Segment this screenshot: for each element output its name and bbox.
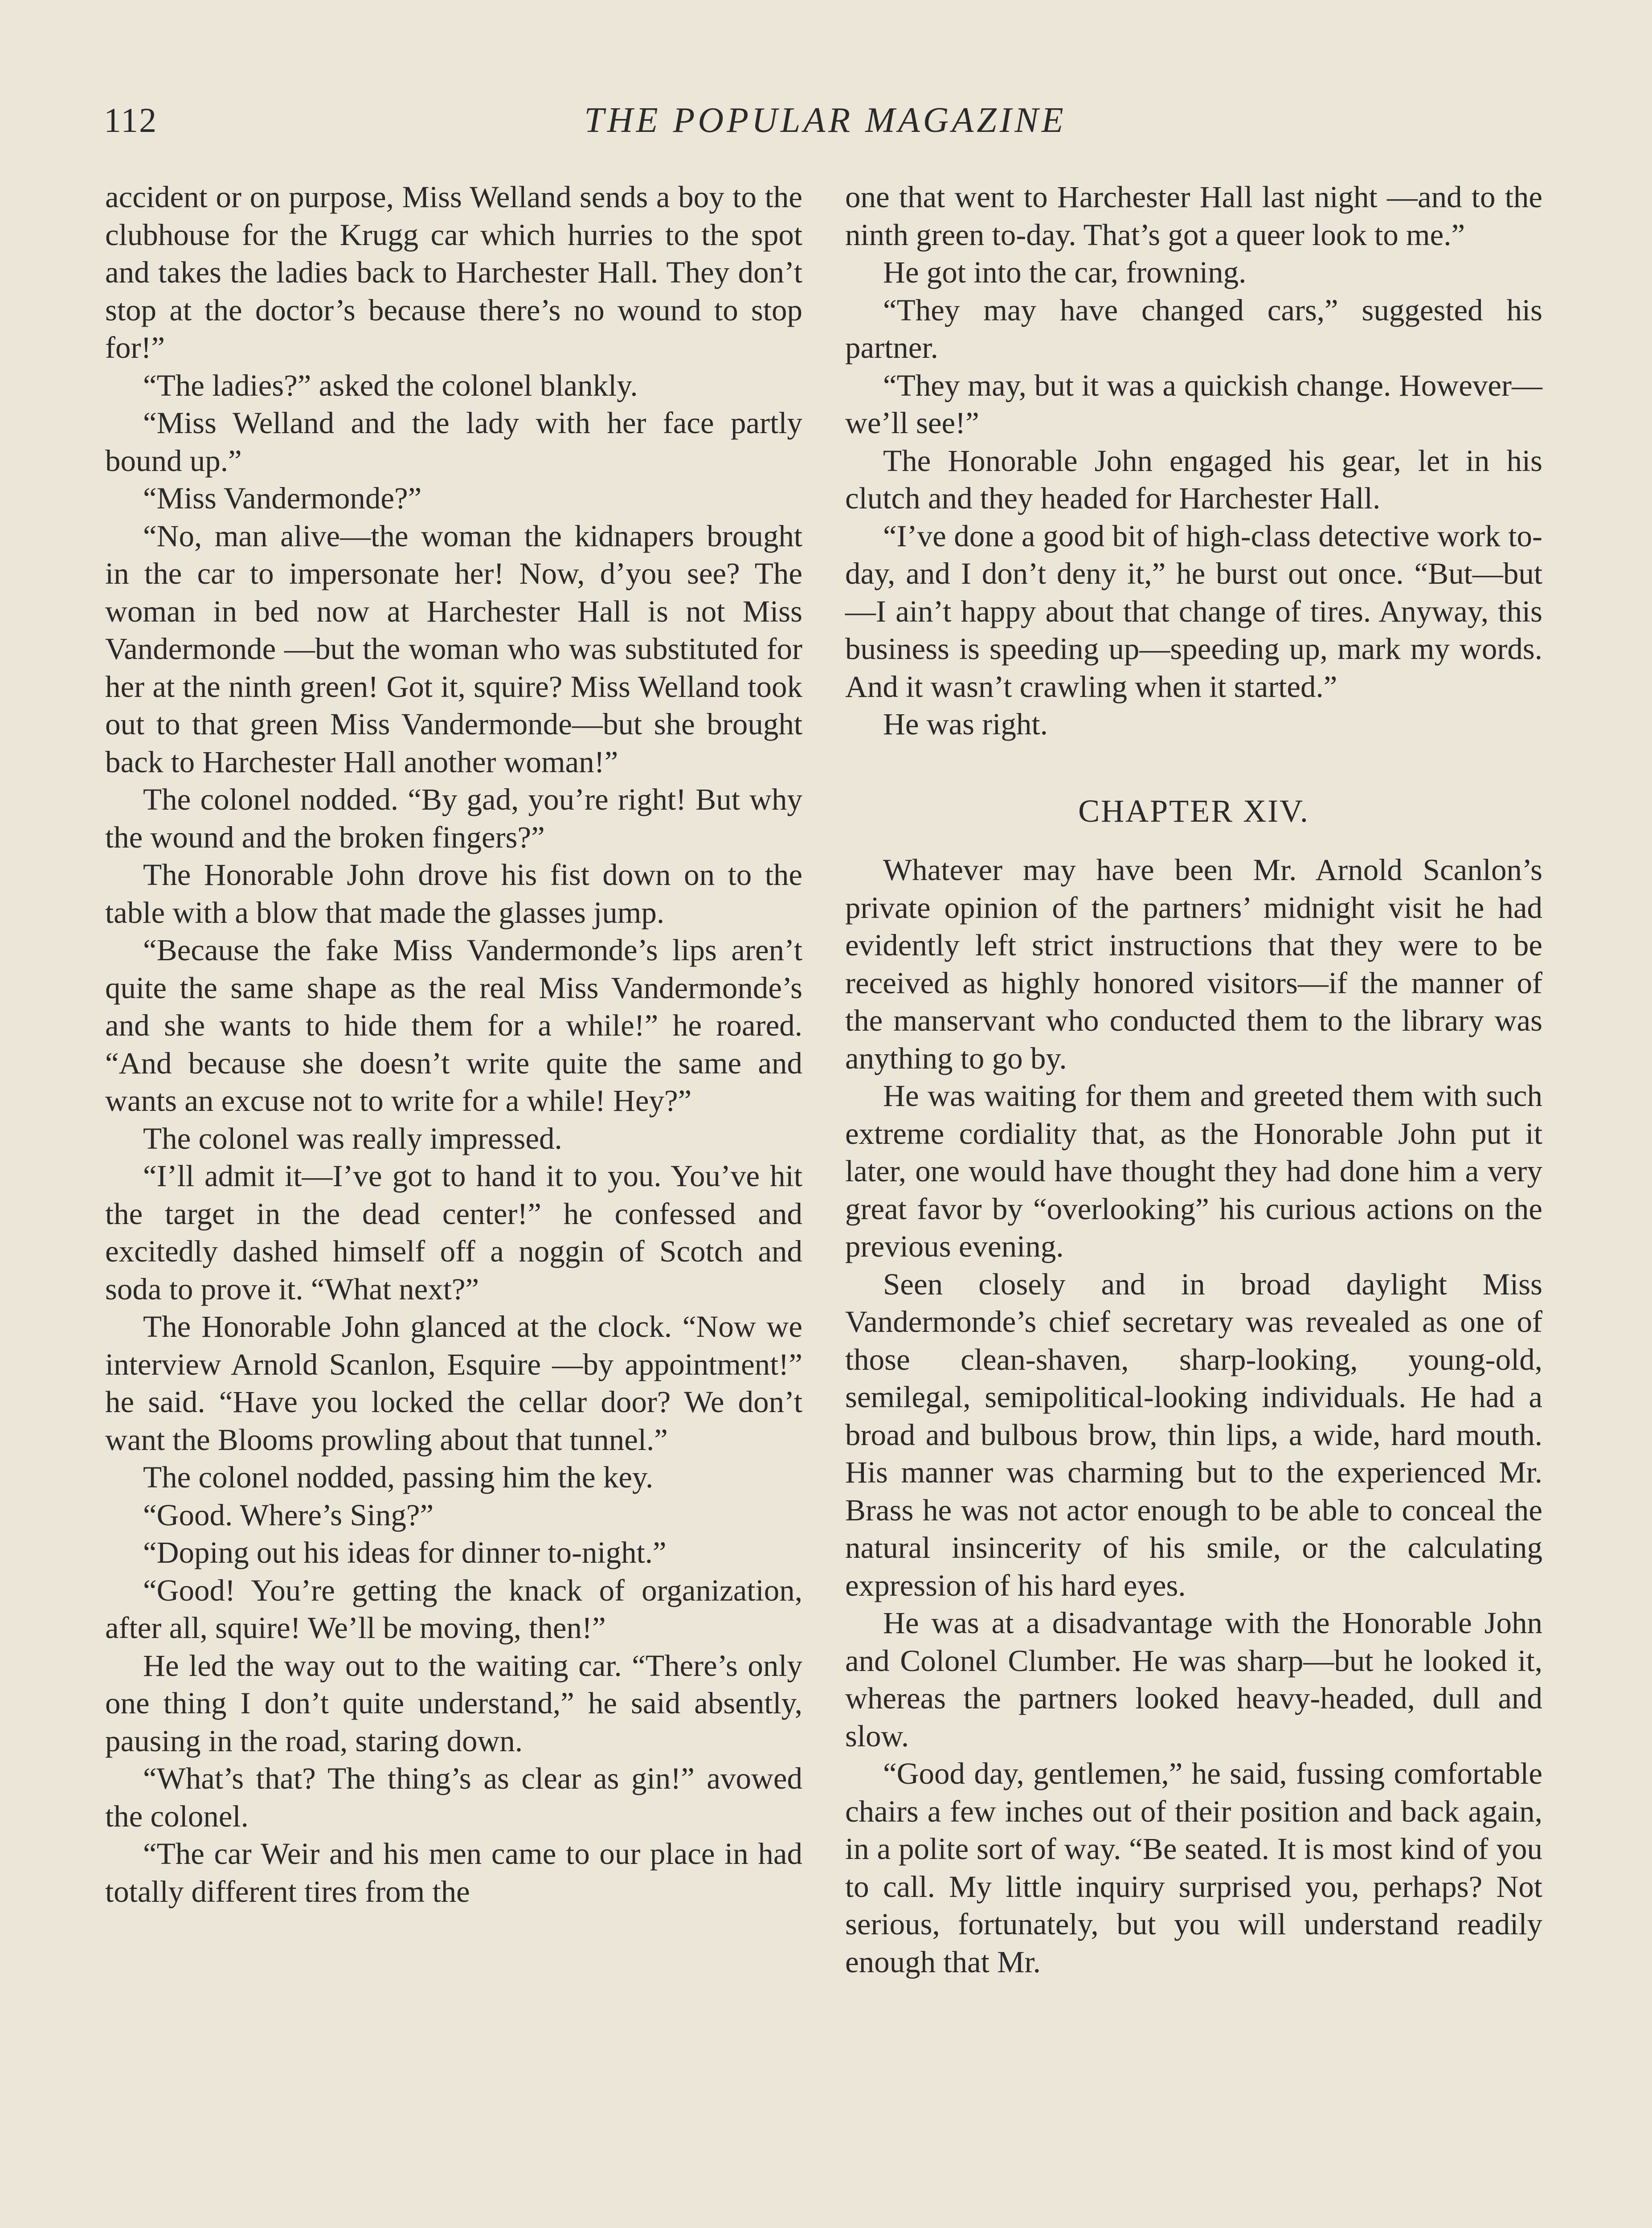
paragraph: one that went to Harchester Hall last night —and to the ninth green to-day. That’s got a queer look to me.” [845,180,1542,252]
right-column [845,178,1542,1981]
paragraph: “The car Weir and his men came to our place in had totally different tires from the [105,1837,802,1909]
paragraph: “Doping out his ideas for dinner to-night.” [143,1536,667,1569]
paragraph: Whatever may have been Mr. Arnold Scanlon’s private opinion of the partners’ midnight visit he had evidently left strict instructions that they were to be received as highly honored visitors—if the manner of the manservant who conducted them to the library was anything to go by. [845,853,1542,1075]
paragraph: The colonel was really impressed. [143,1121,562,1155]
paragraph: “Good day, gentlemen,” he said, fussing comfortable chairs a few inches out of their position and back again, in a polite sort of way. “Be seated. It is most kind of you to call. My little inquiry surprised you, perhaps? Not serious, fortunately, but you will understand readily enough that Mr. [845,1757,1542,1979]
paragraph: “They may, but it was a quickish change. However—we’ll see!” [845,368,1542,440]
paragraph: “What’s that? The thing’s as clear as gin!” avowed the colonel. [105,1761,802,1833]
paragraph: “Because the fake Miss Vandermonde’s lips aren’t quite the same shape as the real Miss Vandermonde’s and she wants to hide them for a while!” he roared. “And because she doesn’t write quite the same and wants an excuse not to write for a while! Hey?” [105,933,802,1118]
paragraph: “They may have changed cars,” suggested his partner. [845,293,1542,365]
paragraph: The Honorable John engaged his gear, let in his clutch and they headed for Harchester Hall. [845,443,1542,515]
paragraph: He led the way out to the waiting car. “There’s only one thing I don’t quite understand,” he said absently, pausing in the road, staring down. [105,1648,802,1758]
left-column [105,178,802,1910]
paragraph: “The ladies?” asked the colonel blankly. [143,368,638,402]
paragraph: “I’ve done a good bit of high-class detective work to-day, and I don’t deny it,” he burst out once. “But—but—I ain’t happy about that change of tires. Anyway, this business is speeding up—speeding up, mark my words. And it wasn’t crawling when it started.” [845,519,1542,704]
paragraph: The colonel nodded. “By gad, you’re right! But why the wound and the broken fingers?” [105,782,802,854]
paragraph: accident or on purpose, Miss Welland sends a boy to the clubhouse for the Krugg car which hurries to the spot and takes the ladies back to Harchester Hall. They don’t stop at the doctor’s because there’s no wound to stop for!” [105,180,802,365]
paragraph: “Good! You’re getting the knack of organization, after all, squire! We’ll be moving, then!” [105,1573,802,1645]
paragraph: “Miss Welland and the lady with her face partly bound up.” [105,406,802,478]
paragraph: “Miss Vandermonde?” [143,481,422,515]
paragraph: The Honorable John glanced at the clock. “Now we interview Arnold Scanlon, Esquire —by appointment!” he said. “Have you locked the cellar door? We don’t want the Blooms prowling about that tunnel.” [105,1310,802,1457]
paragraph: “Good. Where’s Sing?” [143,1498,434,1532]
paragraph: He was at a disadvantage with the Honorable John and Colonel Clumber. He was sharp—but he looked it, whereas the partners looked heavy-headed, dull and slow. [845,1606,1542,1753]
paragraph: “No, man alive—the woman the kidnapers brought in the car to impersonate her! Now, d’you see? The woman in bed now at Harchester Hall is not Miss Vandermonde —but the woman who was substituted for her at the ninth green! Got it, squire? Miss Welland took out to that green Miss Vandermonde—but she brought back to Harchester Hall another woman!” [105,519,802,779]
paragraph: The colonel nodded, passing him the key. [143,1460,654,1494]
paragraph: He was waiting for them and greeted them with such extreme cordiality that, as the Honorable John put it later, one would have thought they had done him a very great favor by “overlooking” his curious actions on the previous evening. [845,1079,1542,1263]
page-number: 112 [104,101,158,139]
paragraph: He got into the car, frowning. [883,255,1247,289]
magazine-title: THE POPULAR MAGAZINE [584,101,1067,140]
chapter-heading: CHAPTER XIV. [1078,793,1309,829]
paragraph: Seen closely and in broad daylight Miss Vandermonde’s chief secretary was revealed as one of those clean-shaven, sharp-looking, young-old, semilegal, semipolitical-looking individuals. He had a broad and bulbous brow, thin lips, a wide, hard mouth. His manner was charming but to the experienced Mr. Brass he was not actor enough to be able to conceal the natural insincerity of his smile, or the calculating expression of his hard eyes. [845,1267,1542,1602]
paragraph: He was right. [883,707,1048,741]
paragraph: “I’ll admit it—I’ve got to hand it to you. You’ve hit the target in the dead center!” he confessed and excitedly dashed himself off a noggin of Scotch and soda to prove it. “What next?” [105,1159,802,1306]
paragraph: The Honorable John drove his fist down on to the table with a blow that made the glasses jump. [105,858,802,930]
running-header [104,94,1547,147]
